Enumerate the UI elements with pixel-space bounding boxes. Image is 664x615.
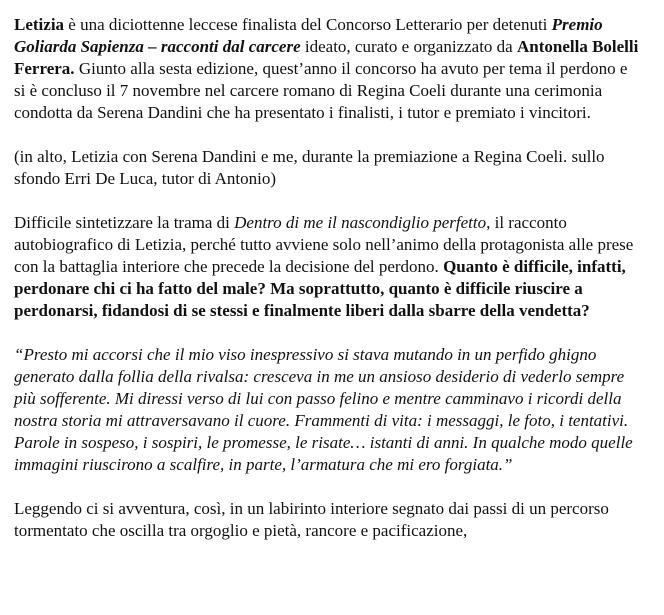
text-run: Premio Goliarda Sapienza – racconti dal carcere (14, 15, 603, 56)
text-run: è una diciottenne leccese finalista del Concorso Letterario per detenuti (64, 15, 552, 34)
text-run: Letizia (14, 15, 65, 34)
text-run: “Presto mi accorsi che il mio viso inespressivo si stava mutando in un perfido ghigno generato dalla follia della rivalsa: cresceva in me un ansioso desiderio di vederlo sempre più sofferente. Mi diressi verso di lui con passo felino e mentre camminavo i ricordi della nostra storia mi attraversavano il cuore. Frammenti di vita: i messaggi, le foto, i tentativi. Parole in sospeso, i sospiri, le promesse, le risate… istanti di anni. In qualche modo quelle immagini riuscirono a scalfire, in parte, l’armatura che mi ero forgiata.” (14, 345, 633, 474)
paragraph (14, 14, 640, 124)
paragraph (14, 344, 640, 476)
paragraph (14, 212, 640, 322)
text-run: ideato, curato e organizzato da (300, 37, 517, 56)
text-run: Difficile sintetizzare la trama di (14, 213, 235, 232)
text-run: Leggendo ci si avventura, così, in un labirinto interiore segnato dai passi di un percorso tormentato che oscilla tra orgoglio e pietà, rancore e pacificazione, (14, 499, 609, 540)
text-run: , il racconto autobiografico di Letizia, perché tutto avviene solo nell’animo della protagonista alle prese con la battaglia interiore che precede la decisione del perdono. (14, 213, 634, 276)
text-run: Giunto alla sesta edizione, quest’anno il concorso ha avuto per tema il perdono e si è concluso il 7 novembre nel carcere romano di Regina Coeli durante una cerimonia condotta da Serena Dandini che ha presentato i finalisti, i tutor e premiato i vincitori. (14, 59, 628, 122)
text-run: Antonella Bolelli Ferrera. (14, 37, 639, 78)
text-run: Dentro di me il nascondiglio perfetto (234, 213, 487, 232)
paragraph (14, 498, 640, 542)
text-run: (in alto, Letizia con Serena Dandini e me, durante la premiazione a Regina Coeli. sullo sfondo Erri De Luca, tutor di Antonio) (14, 147, 605, 188)
text-run: Quanto è difficile, infatti, perdonare chi ci ha fatto del male? Ma soprattutto, quanto è difficile riuscire a perdonarsi, fidandosi di se stessi e finalmente liberi dalla sbarre della vendetta? (14, 257, 626, 320)
paragraph (14, 146, 640, 190)
